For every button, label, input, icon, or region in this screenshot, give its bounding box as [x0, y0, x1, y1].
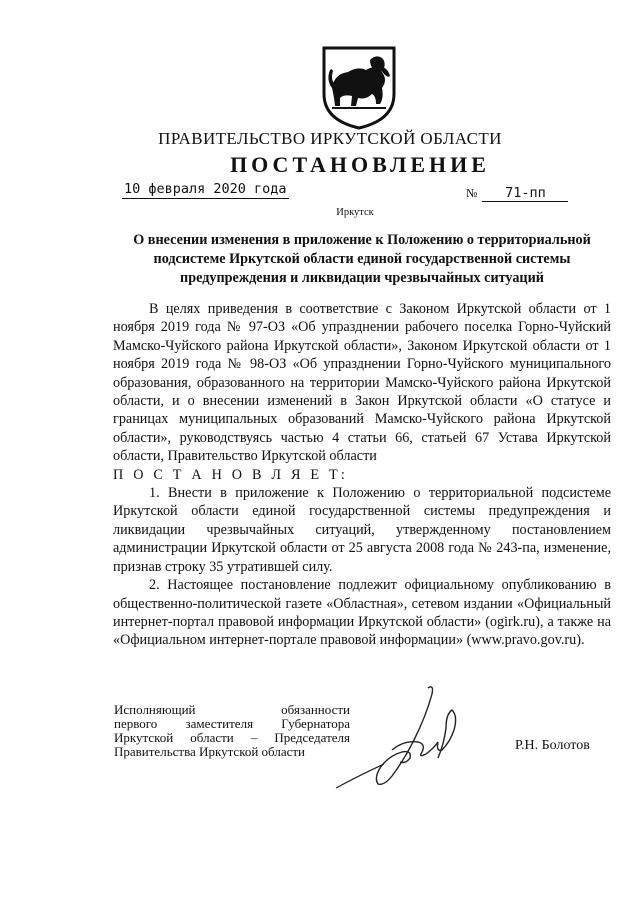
signer-name: Р.Н. Болотов	[515, 738, 590, 753]
item-2-paragraph: 2. Настоящее постановление подлежит официальному опубликованию в общественно-политической газете «Областная», сетевом издании «Официальный интернет-портал правовой информации Иркутской области» (ogirk.ru), а также на «Официальном интернет-портале правовой информации» (www.pravo.gov.ru).	[113, 577, 611, 649]
resolves-heading: П О С Т А Н О В Л Я Е Т:	[113, 466, 348, 483]
document-body	[113, 300, 611, 650]
document-number-field	[466, 185, 568, 202]
irkutsk-coat-of-arms-icon	[318, 44, 400, 130]
item-1-paragraph: 1. Внести в приложение к Положению о территориальной подсистеме Иркутской области единой государственной системы предупреждения и ликвидации чрезвычайных ситуаций, утвержденному постановлением администрации Иркутской области от 25 августа 2008 года № 243-па, изменение, признав строку 35 утратившей силу.	[113, 485, 611, 575]
position-line: Правительства Иркутской области	[114, 744, 306, 759]
signatory-position	[114, 703, 350, 759]
position-line: Иркутской области – Председателя	[114, 730, 350, 745]
document-title: О внесении изменения в приложение к Положению о территориальной подсистеме Иркутской области единой государственной системы предупреждения и ликвидации чрезвычайных ситуаций	[133, 232, 591, 286]
position-line: первого заместителя Губернатора	[114, 716, 350, 731]
government-name: ПРАВИТЕЛЬСТВО ИРКУТСКОЙ ОБЛАСТИ	[158, 129, 502, 148]
number-sign: №	[466, 186, 478, 200]
document-number: 71-пп	[482, 185, 568, 202]
document-type: ПОСТАНОВЛЕНИЕ	[230, 152, 490, 177]
document-date: 10 февраля 2020 года	[124, 181, 287, 197]
position-line: Исполняющий обязанности	[114, 702, 350, 717]
preamble-paragraph: В целях приведения в соответствие с Законом Иркутской области от 1 ноября 2019 года № 97-ОЗ «Об упразднении рабочего поселка Горно-Чуйский Мамско-Чуйского района Иркутской области», Законом Иркутской области от 1 ноября 2019 года № 98-ОЗ «Об упразднении Горно-Чуйского муниципального образования, образованного на территории Мамско-Чуйского района Иркутской области, и о внесении изменений в Закон Иркутской области «О статусе и границах муниципальных образований Мамско-Чуйского района Иркутской области», руководствуясь частью 4 статьи 66, статьей 67 Устава Иркутской области, Правительство Иркутской области	[113, 301, 611, 465]
handwritten-signature	[318, 680, 478, 800]
city-name: Иркутск	[336, 207, 374, 218]
